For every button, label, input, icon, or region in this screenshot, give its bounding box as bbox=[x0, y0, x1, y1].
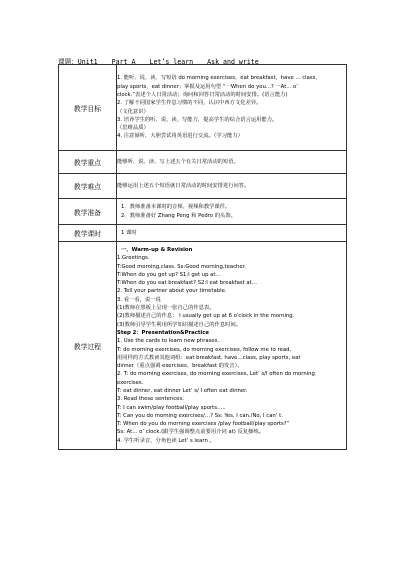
row-content bbox=[117, 65, 347, 151]
row-content bbox=[117, 199, 347, 225]
text-line: T:Good morning,class. Ss:Good morning,teacher. bbox=[117, 263, 247, 270]
process-row bbox=[59, 242, 347, 450]
text-line: 1. Use the cards to learn new phrases. bbox=[117, 338, 220, 345]
lesson-plan-table bbox=[58, 64, 347, 450]
text-line: T: do morning exercises, do morning exercises, follow me to read. bbox=[117, 346, 292, 353]
text-line: 1．教师准备本课时的音频、视频和教学课件。 bbox=[121, 204, 231, 211]
text-line: 4. 学生听录音，分角色读 Let’ s learn 。 bbox=[117, 437, 215, 444]
text-line: dinner（重点强调 exercises、breakfast 的发音）。 bbox=[117, 363, 243, 370]
difficulties-row bbox=[59, 174, 347, 199]
lesson-section: Let’s learn bbox=[149, 58, 194, 66]
row-label: 教学重点 bbox=[59, 151, 117, 174]
row-label: 教学准备 bbox=[59, 199, 117, 225]
text-line: 1 课时 bbox=[121, 230, 137, 236]
text-line: T:When do you get up? S1:I get up at… bbox=[117, 271, 221, 278]
text-line: 2. T: do morning exercises, do morning exercises, Let’ s/I often do morning bbox=[117, 371, 315, 378]
text-line: 4. 注意倾听，大胆尝试用英语进行交流。（学习能力） bbox=[117, 133, 243, 140]
row-label: 教学课时 bbox=[59, 225, 117, 242]
preparation-row bbox=[59, 199, 347, 225]
text-line: 2. Tell your partner about your timetable. bbox=[117, 288, 227, 295]
row-content bbox=[117, 174, 347, 199]
row-label: 教学过程 bbox=[59, 242, 117, 450]
text-line: clock.”表述个人日常活动；询问和回答日常活动的时间安排。(语言能力) bbox=[117, 91, 288, 98]
text-line: 用同样的方式教读其他词组：eat breakfast, have…class, play sports, eat bbox=[117, 354, 301, 361]
text-line: T: I can swim/play football/play sports….. bbox=[117, 404, 226, 411]
text-line: exercises. bbox=[117, 379, 144, 386]
text-line: 一、Warm-up & Revision bbox=[121, 246, 193, 253]
text-line: play sports，eat dinner；掌握及运用句型 “一When do you...? 一At... o’ bbox=[117, 83, 298, 90]
lesson-topic: 课题：Unit1 bbox=[58, 58, 98, 66]
text-line: 3. Read these sentences. bbox=[117, 396, 184, 403]
text-line: T: When do you do morning exercises /play football/play sports?” bbox=[117, 421, 290, 428]
text-line: 1. 能听、说、读、写短语 do morning exercises，eat breakfast，have ... class， bbox=[117, 75, 321, 82]
text-line: 2．教师准备好 Zhang Peng 和 Pedro 的头饰。 bbox=[121, 212, 236, 219]
key-points-row bbox=[59, 151, 347, 174]
lesson-hours-row bbox=[59, 225, 347, 242]
text-line: 2. 了解不同国家学生作息习惯的不同，认识中西方文化差异。 bbox=[117, 100, 262, 107]
row-content bbox=[117, 151, 347, 174]
text-line: (1)教师在黑板上呈现一张自己的作息表。 bbox=[117, 305, 215, 312]
row-content bbox=[117, 242, 347, 450]
text-line: 3. 培养学生的听、说、读、写能力，提高学生的综合语言运用能力。 bbox=[117, 116, 278, 123]
text-line: Ss: At… o’ clock.(跟学生强调整点前要用介词 at) 反复操练。 bbox=[117, 429, 264, 436]
row-label: 教学目标 bbox=[59, 65, 117, 151]
text-line: 3. 看一看，说一说 bbox=[117, 296, 161, 303]
row-content bbox=[117, 225, 347, 242]
text-line: （文化意识） bbox=[117, 108, 149, 115]
lesson-task: Ask and write bbox=[207, 58, 259, 66]
lesson-part: Part A bbox=[111, 58, 136, 66]
row-label: 教学难点 bbox=[59, 174, 117, 199]
text-line: T:When do you eat breakfast? S2:I eat breakfast at… bbox=[117, 280, 258, 287]
text-line: T: Can you do morning exercises/…? Ss: Yes, I can./No, I can’ t. bbox=[117, 412, 283, 419]
text-line: 1.Greetings. bbox=[117, 255, 150, 262]
text-line: （思维品质） bbox=[117, 125, 149, 132]
text-line: (3)教师引导学生利用所学知识描述自己的作息时间。 bbox=[117, 321, 242, 328]
objectives-row bbox=[59, 65, 347, 151]
text-line: 能够听、说、读、写上述五个有关日常活动的短语。 bbox=[117, 159, 239, 165]
text-line: (2)教师描述自己的作息： I usually get up at 6 o'clock in the morning. bbox=[117, 313, 295, 320]
text-line: 能够运用上述五个短语就日常活动的时间安排进行问答。 bbox=[117, 183, 250, 189]
text-line: T: eat dinner, eat dinner Let’ s/ I often eat dinner. bbox=[117, 387, 248, 394]
text-line: Step 2：Presentation&Practice bbox=[117, 329, 209, 336]
